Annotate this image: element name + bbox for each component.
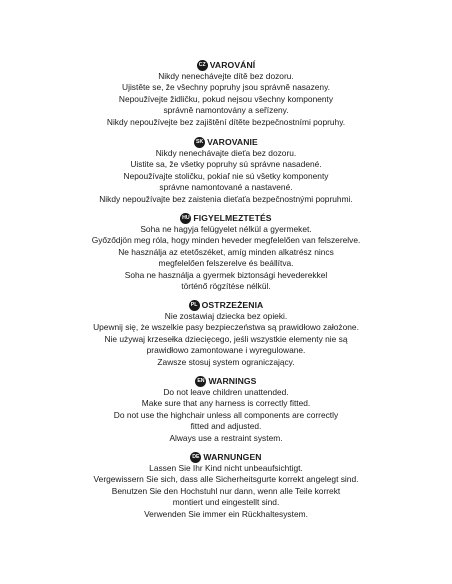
warning-line: prawidłowo zamontowane i wyregulowane. xyxy=(146,345,306,356)
warning-line: Lassen Sie Ihr Kind nicht unbeaufsichtigt. xyxy=(149,463,303,473)
warning-line: történő rögzítése nélkül. xyxy=(181,281,271,292)
warning-section-cz xyxy=(0,59,452,128)
section-title: WARNINGS xyxy=(208,376,257,386)
section-title: VAROVANIE xyxy=(207,137,258,147)
warning-line: Nie zostawiaj dziecka bez opieki. xyxy=(164,311,288,321)
warning-line: správně namontovány a seřízeny. xyxy=(163,105,289,116)
language-badge-icon: CZ xyxy=(197,60,208,71)
section-heading xyxy=(0,451,452,463)
warning-section-hu xyxy=(0,212,452,292)
section-heading xyxy=(0,375,452,387)
warning-section-pl xyxy=(0,299,452,368)
warning-line: Uistite sa, že všetky popruhy sú správne nasadené. xyxy=(130,159,322,170)
warning-line: Győződjön meg róla, hogy minden heveder megfelelően van felszerelve. xyxy=(91,235,361,246)
warning-line: Upewnij się, że wszelkie pasy bezpieczeństwa są prawidłowo założone. xyxy=(93,322,359,333)
warning-line: Make sure that any harness is correctly fitted. xyxy=(141,398,311,409)
language-badge-icon: EN xyxy=(195,376,206,387)
warning-line: Do not use the highchair unless all components are correctly xyxy=(113,409,339,420)
warning-line: Vergewissern Sie sich, dass alle Sicherheitsgurte korrekt angelegt sind. xyxy=(93,474,359,485)
warning-line: Nikdy nepoužívajte bez zaistenia dieťaťa bezpečnostnými popruhmi. xyxy=(99,193,353,204)
language-badge-icon: PL xyxy=(189,300,200,311)
section-heading xyxy=(0,212,452,224)
warning-section-sk xyxy=(0,136,452,205)
warning-line: Ujistěte se, že všechny popruhy jsou správně nasazeny. xyxy=(122,82,330,93)
warning-line: Nie używaj krzesełka dziecięcego, jeśli wszystkie elementy nie są xyxy=(104,333,348,344)
warning-line: Nepoužívejte židličku, pokud nejsou všechny komponenty xyxy=(118,93,334,104)
warning-line: Nikdy nenechávajte dieťa bez dozoru. xyxy=(155,148,297,158)
section-heading xyxy=(0,136,452,148)
warning-line: Zawsze stosuj system ograniczający. xyxy=(157,356,295,367)
warning-section-en xyxy=(0,375,452,444)
warning-line: Nikdy nepoužívejte bez zajištění dítěte bezpečnostními popruhy. xyxy=(106,116,346,127)
warning-line: Always use a restraint system. xyxy=(169,432,283,443)
warning-line: Do not leave children unattended. xyxy=(163,387,289,397)
language-badge-icon: DE xyxy=(190,452,201,463)
language-badge-icon: SK xyxy=(194,137,205,148)
section-title: OSTRZEŻENIA xyxy=(201,300,264,310)
section-title: FIGYELMEZTETÉS xyxy=(193,213,272,223)
section-heading xyxy=(0,299,452,311)
section-title: VAROVÁNÍ xyxy=(209,60,256,70)
warning-line: Soha ne hagyja felügyelet nélkül a gyermeket. xyxy=(140,224,312,234)
section-heading xyxy=(0,59,452,71)
warning-line: Soha ne használja a gyermek biztonsági hevederekkel xyxy=(124,269,328,280)
section-title: WARNUNGEN xyxy=(203,452,262,462)
language-badge-icon: HU xyxy=(180,213,191,224)
warning-line: Nikdy nenechávejte dítě bez dozoru. xyxy=(158,71,294,81)
warning-section-de xyxy=(0,451,452,520)
warning-line: montiert und eingestellt sind. xyxy=(172,497,280,508)
warning-line: Benutzen Sie den Hochstuhl nur dann, wenn alle Teile korrekt xyxy=(111,485,341,496)
warning-line: Ne használja az etetőszéket, amíg minden alkatrész nincs xyxy=(118,246,334,257)
warning-line: Nepoužívajte stoličku, pokiaľ nie sú všetky komponenty xyxy=(123,170,329,181)
warning-line: fitted and adjusted. xyxy=(190,421,262,432)
warning-line: megfelelően felszerelve és beállítva. xyxy=(158,258,294,269)
warning-line: Verwenden Sie immer ein Rückhaltesystem. xyxy=(144,508,308,519)
warning-line: správne namontované a nastavené. xyxy=(159,182,293,193)
